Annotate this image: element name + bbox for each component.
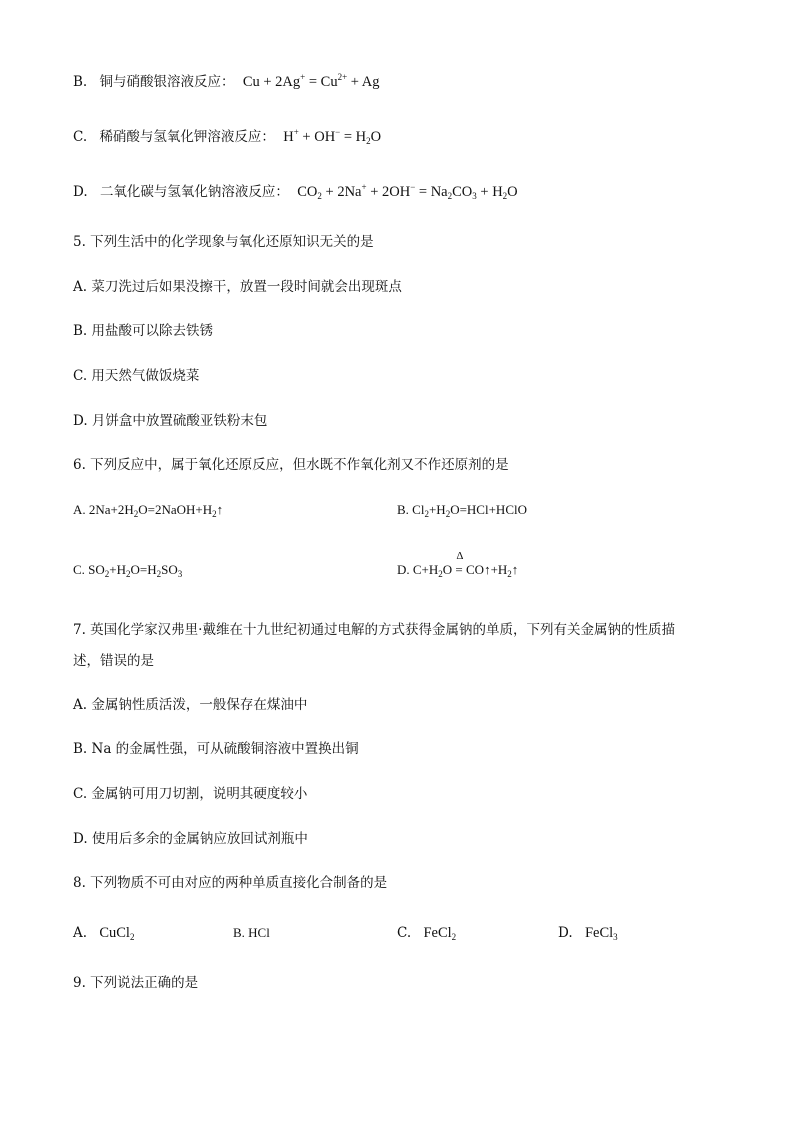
q4-option-d-text: 二氧化碳与氢氧化钠溶液反应：	[99, 184, 289, 200]
q8-option-a-formula: CuCl$_2$	[99, 925, 135, 942]
q6-option-c-label: C.	[73, 562, 85, 577]
q8-stem: 8. 下列物质不可由对应的两种单质直接化合制备的是	[73, 875, 388, 891]
q4-option-c-equation: $H^+ + OH^- = H_2O$	[283, 127, 382, 146]
q7-option-b: B. Na 的金属性强，可从硫酸铜溶液中置换出铜	[73, 741, 359, 757]
q7-option-d: D. 使用后多余的金属钠应放回试剂瓶中	[73, 831, 308, 847]
q4-option-b-text: 铜与硝酸银溶液反应：	[99, 74, 235, 90]
q7-option-c: C. 金属钠可用刀切割，说明其硬度较小	[73, 786, 308, 802]
q6-option-a-label: A.	[73, 502, 86, 517]
q6-option-c	[73, 560, 182, 580]
q6-option-d-label: D.	[397, 562, 410, 577]
q4-option-b-label: B.	[73, 74, 88, 90]
q9-stem: 9. 下列说法正确的是	[73, 975, 199, 991]
q6-option-d	[397, 550, 519, 580]
q6-option-b-equation: $Cl_2+H_2O=HCl+HClO$	[412, 502, 527, 519]
q5-option-b: B. 用盐酸可以除去铁锈	[73, 323, 214, 339]
q6-option-b-label: B.	[397, 502, 409, 517]
q8-option-c-formula: FeCl$_2$	[423, 925, 457, 942]
q8-option-c-label: C.	[397, 925, 412, 941]
q8-option-a	[73, 923, 134, 943]
q6-option-d-equation: $C+H_2O$ Δ = $CO↑+H_2↑$	[412, 550, 519, 579]
q7-stem-line2: 述，错误的是	[73, 653, 154, 669]
q8-option-b: B. HCl	[233, 925, 270, 940]
q7-stem-line1: 7. 英国化学家汉弗里·戴维在十九世纪初通过电解的方式获得金属钠的单质，下列有关金属钠的性质描	[73, 622, 675, 638]
q8-option-c	[397, 923, 456, 943]
q4-option-d-equation: $CO_2 + 2Na^+ + 2OH^- = Na_2CO_3 + H_2O$	[297, 182, 518, 201]
q8-option-a-label: A.	[73, 925, 88, 941]
q5-option-d: D. 月饼盒中放置硫酸亚铁粉末包	[73, 413, 268, 429]
q6-option-b	[397, 500, 527, 520]
q6-option-a-equation: $2Na+2H_2O=2NaOH+H_2↑$	[88, 502, 224, 519]
q4-option-c	[73, 127, 381, 147]
q5-option-c: C. 用天然气做饭烧菜	[73, 368, 200, 384]
q4-option-b	[73, 72, 380, 92]
q4-option-d-label: D.	[73, 184, 88, 200]
q4-option-c-label: C.	[73, 129, 88, 145]
q5-option-a: A. 菜刀洗过后如果没擦干，放置一段时间就会出现斑点	[73, 279, 402, 295]
q4-option-b-equation: $Cu + 2Ag^+ = Cu^{2+} + Ag$	[242, 72, 380, 90]
q6-option-a	[73, 500, 223, 520]
q7-option-a: A. 金属钠性质活泼，一般保存在煤油中	[73, 697, 308, 713]
q8-option-d-formula: FeCl$_3$	[584, 925, 618, 942]
q8-option-d-label: D.	[558, 925, 573, 941]
q6-stem: 6. 下列反应中，属于氧化还原反应，但水既不作氧化剂又不作还原剂的是	[73, 457, 509, 473]
q4-option-c-text: 稀硝酸与氢氧化钾溶液反应：	[99, 129, 275, 145]
q6-option-c-equation: $SO_2+H_2O=H_2SO_3$	[88, 562, 183, 579]
q5-stem: 5. 下列生活中的化学现象与氧化还原知识无关的是	[73, 234, 374, 250]
q8-option-d	[558, 923, 618, 943]
q4-option-d	[73, 182, 518, 202]
